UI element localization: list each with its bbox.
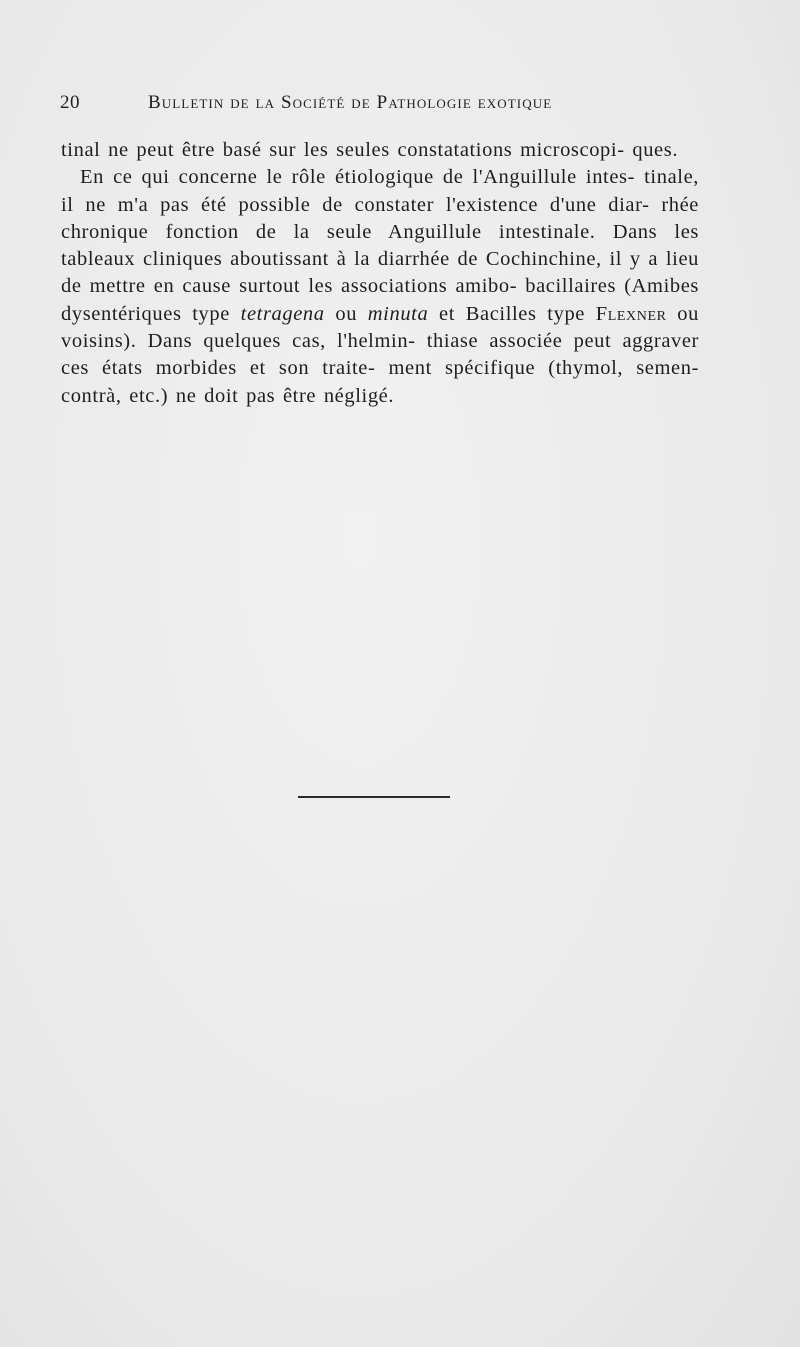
term-minuta: minuta [367, 302, 429, 325]
section-end-rule [298, 796, 450, 798]
term-tetragena: tetragena [240, 302, 325, 325]
paragraph-2-text-a: En ce qui concerne le rôle étiologique de l'Anguillule intes- tinale, il ne m'a pas été possible de constater l'existence d'une diar- rhée chronique fonction de la seule Anguillule intestinale. Dans les tableaux cliniques aboutissant à la diarrhée de Cochinchine, il y a lieu de mettre en cause surtout les associations amibo- bacillaires (Amibes dysentériques type [61, 166, 699, 325]
paragraph-2 [61, 164, 699, 410]
paragraph-1-text: tinal ne peut être basé sur les seules constatations microscopi- ques. [61, 139, 679, 161]
connector-ou: ou [324, 302, 368, 325]
paragraph-1 [61, 137, 699, 164]
paragraph-2-text-b: et Bacilles type [428, 302, 596, 325]
running-head [60, 92, 700, 120]
journal-title: Bulletin de la Société de Pathologie exotique [148, 92, 553, 113]
page-number: 20 [60, 92, 80, 113]
paragraph-2-text-c: ou voisins). Dans quelques cas, l'helmin- thiase associée peut aggraver ces états morbides et son traite- ment spécifique (thymol, semen-contrà, etc.) ne doit pas être négligé. [61, 302, 699, 407]
author-name-flexner: Flexner [595, 302, 667, 325]
body-text [61, 137, 699, 410]
